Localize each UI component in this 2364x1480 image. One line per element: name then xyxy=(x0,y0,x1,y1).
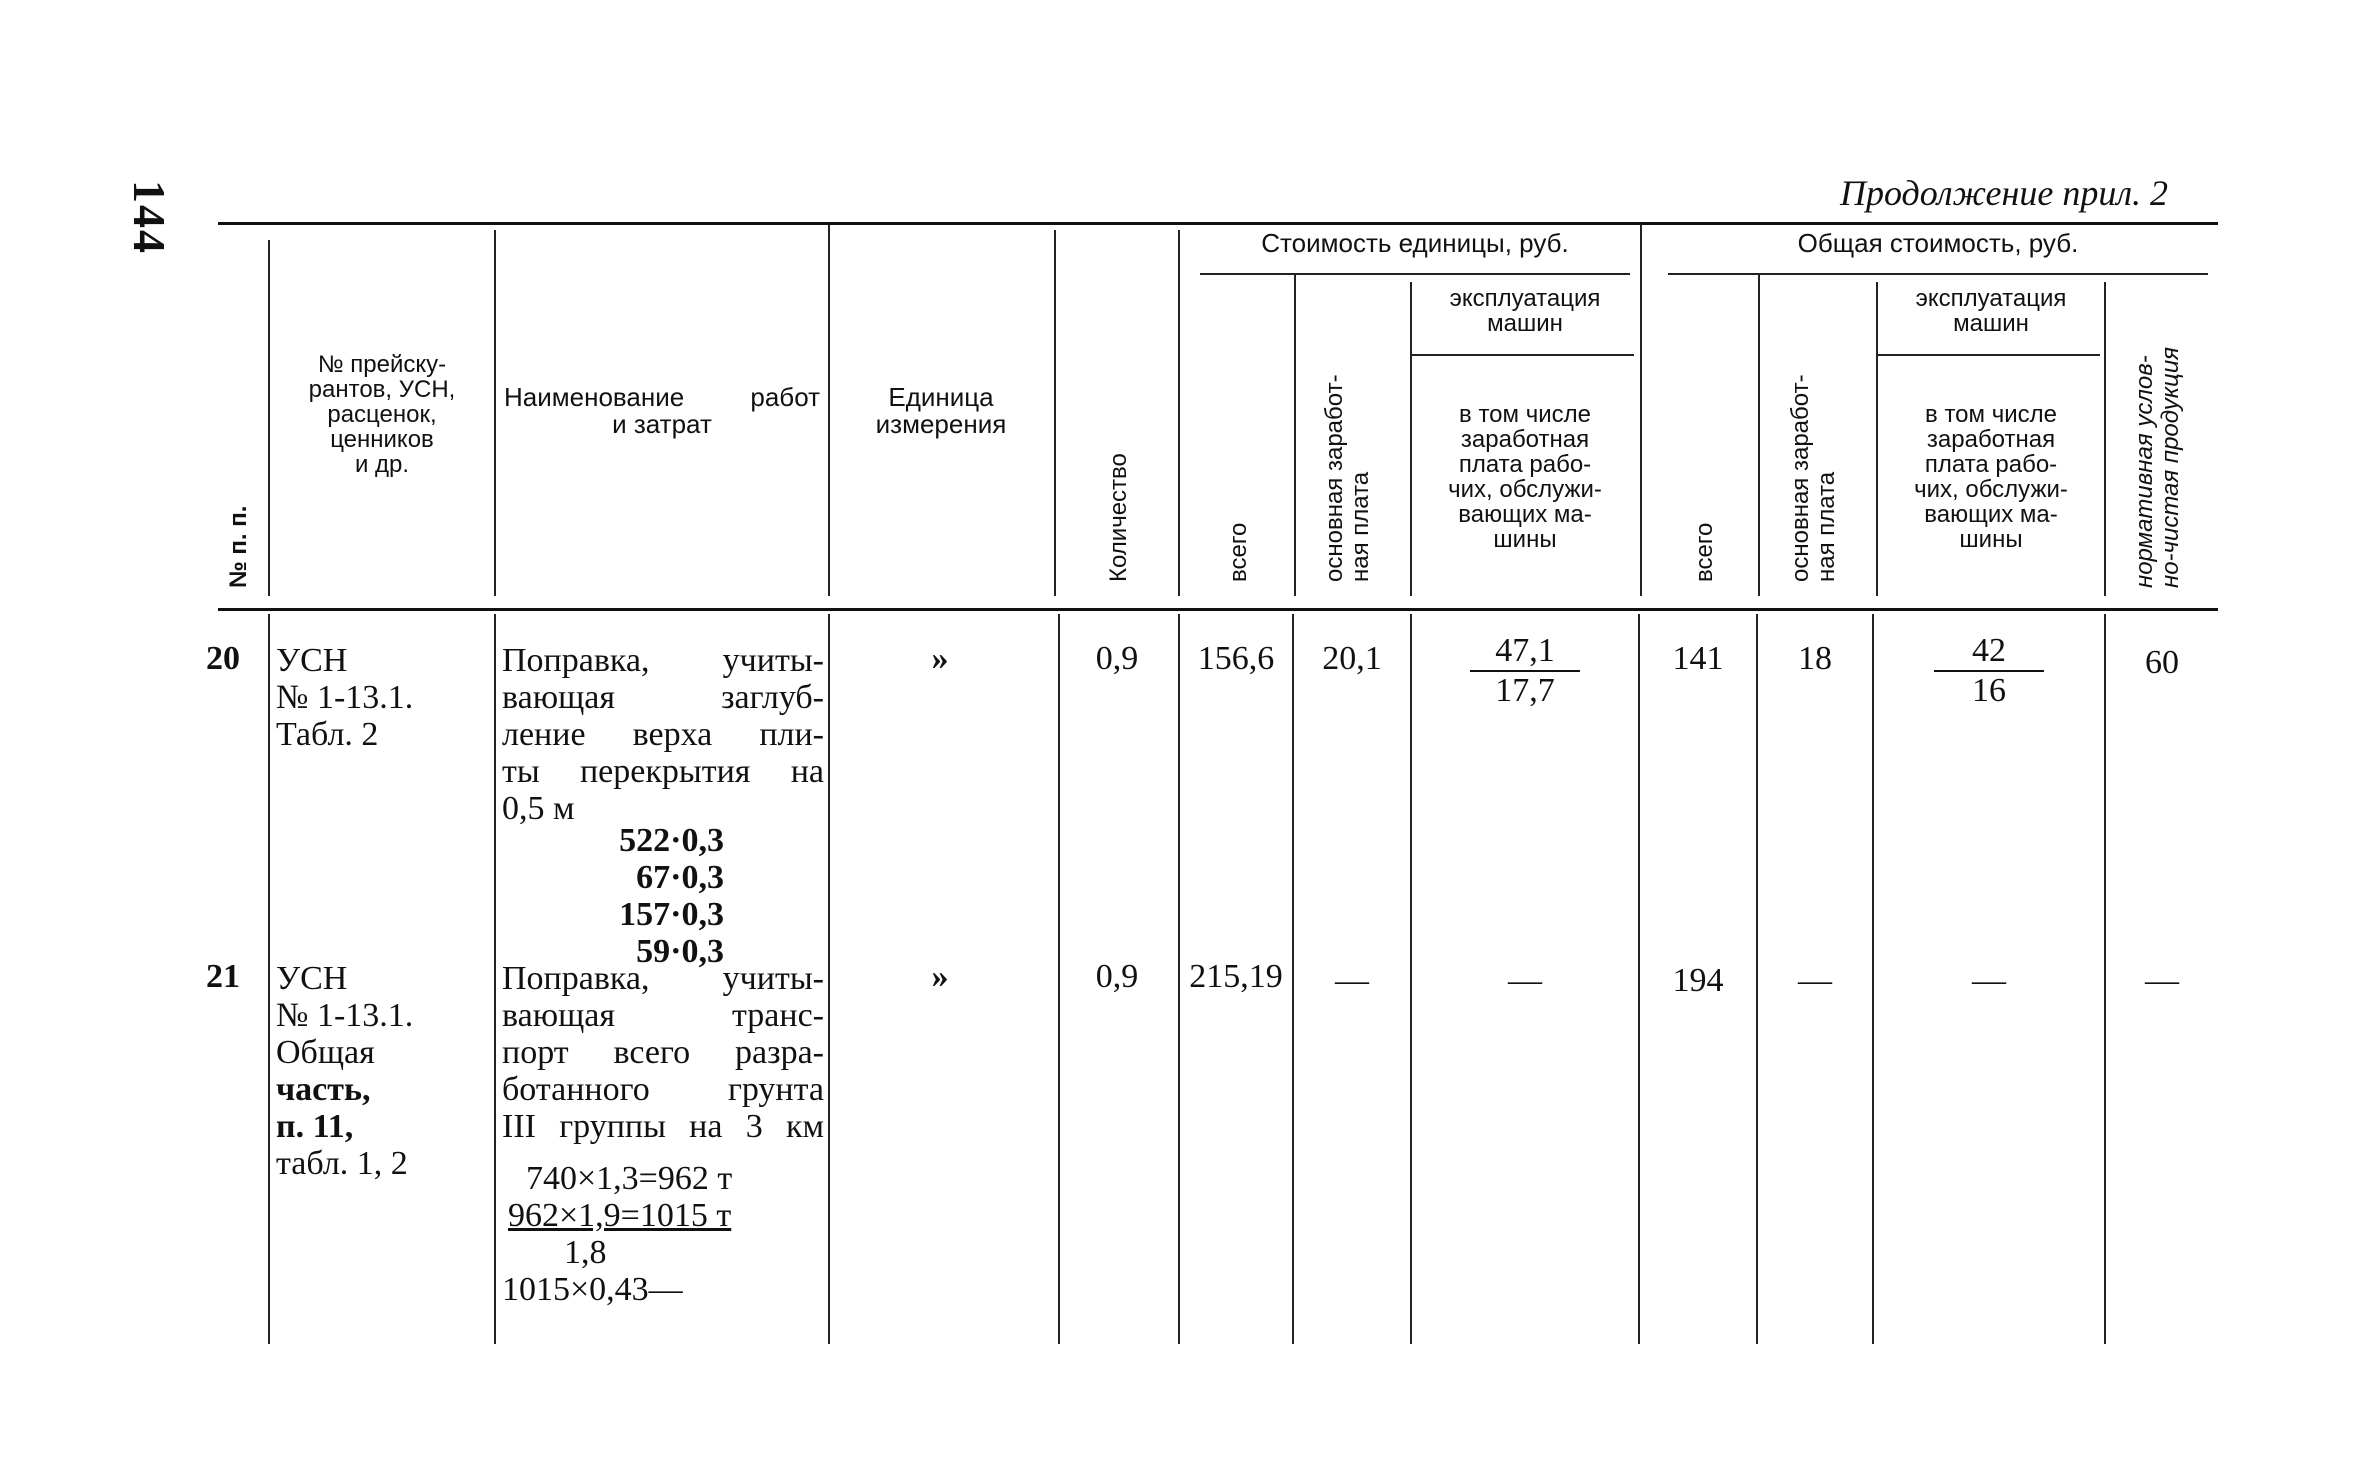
row-number: 21 xyxy=(206,958,240,995)
row-calc: 740×1,3=962 т 962×1,9=1015 т 1,8 1015×0,43— xyxy=(502,1160,733,1308)
header-total-wage: основная заработ- ная плата xyxy=(1787,374,1840,582)
col-divider xyxy=(1054,230,1056,596)
header-unit-cost-group: Стоимость единицы, руб. xyxy=(1261,228,1569,258)
row-unit: » xyxy=(931,958,949,995)
row-unit-total: 215,19 xyxy=(1189,958,1283,995)
header-unit-machine: эксплуатация машин xyxy=(1449,285,1601,337)
row-calc: 522·0,3 67·0,3 157·0,3 59·0,3 xyxy=(619,822,724,970)
row-source: УСН № 1-13.1. Табл. 2 xyxy=(276,642,414,753)
col-divider xyxy=(1178,230,1180,596)
header-total-machine-wage: в том числе заработная плата рабо- чих, обслужи- вающих ма- шины xyxy=(1914,401,2068,553)
header-no: № п. п. xyxy=(225,505,252,588)
header-unit-total: всего xyxy=(1225,522,1252,582)
unit-cost-group-rule xyxy=(1200,273,1630,275)
header-total-total: всего xyxy=(1691,522,1718,582)
header-unit-wage: основная заработ- ная плата xyxy=(1321,374,1374,582)
page-number: 144 xyxy=(124,180,175,255)
top-rule xyxy=(218,222,2218,225)
row-conditional: 60 xyxy=(2145,644,2179,681)
header-conditional: нормативная услов- но-чистая продукция xyxy=(2131,347,2184,588)
total-cost-group-rule xyxy=(1668,273,2208,275)
unit-machine-rule xyxy=(1412,354,1634,356)
header-unit: Единица измерения xyxy=(875,382,1007,439)
header-total-cost-group: Общая стоимость, руб. xyxy=(1797,228,2079,258)
col-divider xyxy=(2104,282,2106,596)
header-name: Наименование работ и затрат xyxy=(504,382,820,439)
row-unit-wage: 20,1 xyxy=(1322,640,1382,677)
col-divider xyxy=(268,614,270,1344)
header-qty: Количество xyxy=(1105,453,1132,582)
row-unit: » xyxy=(931,640,949,677)
header-total-machine: эксплуатация машин xyxy=(1915,285,2067,337)
header-bottom-rule xyxy=(218,608,2218,611)
row-conditional: — xyxy=(2145,962,2179,999)
total-machine-rule xyxy=(1878,354,2100,356)
col-divider xyxy=(1410,282,1412,596)
row-total: 194 xyxy=(1672,962,1724,999)
col-divider xyxy=(828,614,830,1344)
row-total-wage: 18 xyxy=(1798,640,1832,677)
continuation-label: Продолжение прил. 2 xyxy=(1840,173,2169,213)
col-divider xyxy=(1640,225,1642,596)
row-total: 141 xyxy=(1672,640,1724,677)
header-unit-machine-wage: в том числе заработная плата рабо- чих, обслужи- вающих ма- шины xyxy=(1448,401,1602,553)
row-qty: 0,9 xyxy=(1095,640,1139,677)
row-total-machine-fraction: $\frac{42}{16}$ xyxy=(1934,632,2044,710)
col-divider xyxy=(1294,275,1296,596)
row-number: 20 xyxy=(206,640,240,677)
row-source: УСН № 1-13.1. Общая часть, п. 11, табл. 1, 2 xyxy=(276,960,414,1182)
col-divider xyxy=(268,240,270,596)
header-source: № прейску- рантов, УСН, расценок, ценников и др. xyxy=(308,351,456,478)
row-unit-machine: — xyxy=(1508,962,1542,999)
row-unit-machine-fraction: $\frac{47,1}{17,7}$ xyxy=(1470,632,1580,710)
row-total-machine: — xyxy=(1972,962,2006,999)
row-name: Поправка, учиты- вающая заглуб- ление верха пли- ты перекрытия на 0,5 м xyxy=(502,642,824,827)
row-unit-wage: — xyxy=(1335,962,1369,999)
row-qty: 0,9 xyxy=(1095,958,1139,995)
col-divider xyxy=(1876,282,1878,596)
col-divider xyxy=(494,614,496,1344)
row-name: Поправка, учиты- вающая транс- порт всего разра- ботанного грунта III группы на 3 км xyxy=(502,960,824,1145)
row-unit-total: 156,6 xyxy=(1197,640,1275,677)
col-divider xyxy=(1758,275,1760,596)
row-total-wage: — xyxy=(1798,962,1832,999)
